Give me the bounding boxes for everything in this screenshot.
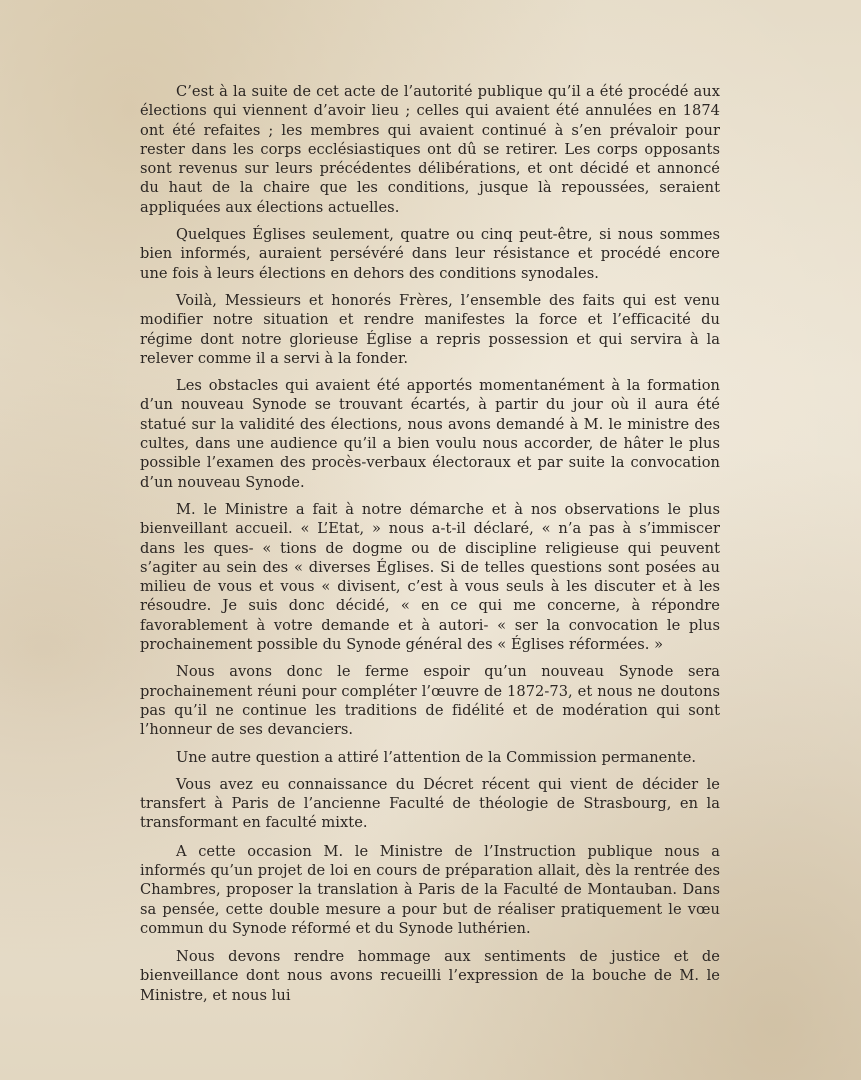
paragraph-1: C’est à la suite de cet acte de l’autorité publique qu’il a été procédé aux élections qui viennent d’avoir lieu ; celles qui avaient été annulées en 1874 ont été refaites ; les membres qui avaient continué à s’en prévaloir pour rester dans les corps ecclésiastiques ont dû se retirer. Les corps opposants sont revenus sur leurs précédentes délibérations, et ont décidé et annoncé du haut de la chaire que les conditions, jusque là repoussées, seraient appliquées aux élections actuelles. [140,83,720,216]
paragraph-7: Une autre question a attiré l’attention de la Commission permanente. [176,748,697,766]
paragraph-2: Quelques Églises seulement, quatre ou cinq peut-être, si nous sommes bien informés, auraient persévéré dans leur résistance et procédé encore une fois à leurs élections en dehors des conditions synodales. [140,226,720,282]
paragraph-10: Nous devons rendre hommage aux sentiments de justice et de bienveillance dont nous avons recueilli l’expression de la bouche de M. le Ministre, et nous lui [140,948,720,1004]
paragraph-9: A cette occasion M. le Ministre de l’Instruction publique nous a informés qu’un projet de loi en cours de préparation allait, dès la rentrée des Chambres, proposer la translation à Paris de la Faculté de Montauban. Dans sa pensée, cette double mesure a pour but de réaliser pratiquement le vœu commun du Synode réformé et du Synode luthérien. [140,842,720,937]
page-body-text [140,82,720,1013]
paragraph-3: Voilà, Messieurs et honorés Frères, l’ensemble des faits qui est venu modifier notre situation et rendre manifestes la force et l’efficacité du régime dont notre glorieuse Église a repris possession et qui servira à la relever comme il a servi à la fonder. [140,291,720,367]
paragraph-6: Nous avons donc le ferme espoir qu’un nouveau Synode sera prochainement réuni pour compléter l’œuvre de 1872-73, et nous ne doutons pas qu’il ne continue les traditions de fidélité et de modération qui sont l’honneur de ses devanciers. [140,663,720,739]
paragraph-4: Les obstacles qui avaient été apportés momentanément à la formation d’un nouveau Synode se trouvant écartés, à partir du jour où il aura été statué sur la validité des élections, nous avons demandé à M. le ministre des cultes, dans une audience qu’il a bien voulu nous accorder, de hâter le plus possible l’examen des procès-verbaux électoraux et par suite la convocation d’un nouveau Synode. [140,377,720,491]
paragraph-8: Vous avez eu connaissance du Décret récent qui vient de décider le transfert à Paris de l’ancienne Faculté de théologie de Strasbourg, en la transformant en faculté mixte. [140,775,720,832]
paragraph-5: M. le Ministre a fait à notre démarche et à nos observations le plus bienveillant accueil. « L’Etat, » nous a-t-il déclaré, « n’a pas à s’immiscer dans les ques- « tions de dogme ou de discipline religieuse qui peuvent s’agiter au sein des « diverses Églises. Si de telles questions sont posées au milieu de vous et vous « divisent, c’est à vous seuls à les discuter et à les résoudre. Je suis donc décidé, « en ce qui me concerne, à répondre favorablement à votre demande et à autori- « ser la convocation le plus prochainement possible du Synode général des « Églises réformées. » [140,500,720,654]
